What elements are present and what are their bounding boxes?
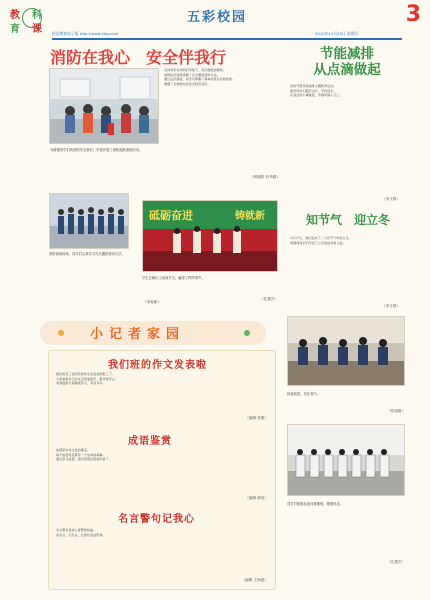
students-line-illustration bbox=[50, 194, 129, 249]
sub1-paragraph: 大家看到自己的文章变成铅字，都非常开心。 bbox=[56, 376, 118, 381]
right-photo-2-illustration bbox=[288, 425, 405, 496]
sub2-paragraph: 通过学习成语，我们的语言更加丰富了。 bbox=[56, 457, 112, 461]
school-logo bbox=[8, 6, 50, 34]
article1-paragraph: 增强了全校师生的安全防范意识。 bbox=[164, 81, 211, 86]
masthead-title: 五彩校园 bbox=[187, 10, 248, 25]
fire-drill-caption: 为增强同学们的消防安全意识，学校开展了消防疏散演练活动。 bbox=[50, 148, 143, 152]
sub3-paragraph: 读名言、记名言，让我们受益终身。 bbox=[56, 532, 106, 537]
right-photo-1-sign: （张旭艳） bbox=[387, 409, 405, 413]
article2-title-line2: 从点滴做起 bbox=[313, 62, 381, 78]
article2-paragraph: 从身边的小事做起，争做环保小卫士。 bbox=[290, 93, 343, 97]
students-photo-sign: （李寿新） bbox=[143, 300, 161, 304]
logo-char: 教 bbox=[10, 10, 20, 21]
sub2-sign: （编辑 薛延） bbox=[245, 496, 268, 500]
stage-banner-text: 砥砺奋进 bbox=[149, 209, 193, 222]
students-photo-caption: 消防演练现场，同学们认真学习灭火器的使用方法。 bbox=[49, 252, 125, 256]
stage-photo bbox=[142, 200, 278, 272]
section-banner-title: 小记者家园 bbox=[90, 327, 186, 342]
article2-body bbox=[290, 84, 400, 98]
article2-title bbox=[292, 46, 402, 78]
article3-sign: （李文琪） bbox=[382, 304, 400, 308]
article3-paragraph: 11月7日，我们迎来了二十四节气中的立冬。 bbox=[290, 236, 352, 240]
article1-title: 消防在我心 安全伴我行 bbox=[50, 48, 227, 67]
right-photo-1 bbox=[287, 316, 405, 386]
stage-illustration bbox=[143, 201, 278, 272]
right-photo-2-caption: 同学们积极参加体育锻炼，增强体质。 bbox=[287, 502, 344, 506]
stage-photo-sign: （孔慧芳） bbox=[260, 297, 278, 301]
article1-paragraph: 全体同学在老师的带领下，有序疏散到操场。 bbox=[164, 68, 226, 72]
page-number: 3 bbox=[405, 2, 421, 27]
article2-title-line1: 节能减排 bbox=[320, 46, 374, 62]
sub1-title: 我们班的作文发表啦 bbox=[108, 360, 207, 371]
logo-char: 育 bbox=[10, 24, 20, 35]
sub2-paragraph: 每个成语背后都有一个生动的故事。 bbox=[56, 452, 106, 457]
fire-drill-photo bbox=[49, 68, 159, 144]
sub1-body bbox=[56, 372, 268, 386]
sub1-sign: （编辑 李燕） bbox=[245, 416, 268, 420]
logo-char: 课 bbox=[32, 24, 42, 35]
article2-paragraph: 倡导同学们随手关灯、节约用水。 bbox=[290, 88, 337, 93]
article1-paragraph: 通过这次演练，同学们掌握了基本的逃生自救技能。 bbox=[164, 77, 236, 81]
sub1-paragraph: 我们班有三位同学的作文发表在校报上了。 bbox=[56, 372, 115, 376]
logo-char: 科 bbox=[32, 10, 42, 21]
decor-dot-icon bbox=[58, 330, 64, 336]
sub2-body bbox=[56, 448, 268, 462]
article2-sign: （李文琪） bbox=[382, 197, 400, 201]
section-frame bbox=[48, 350, 276, 590]
article3-title: 知节气 迎立冬 bbox=[305, 213, 390, 227]
header-divider bbox=[52, 38, 402, 40]
article1-body bbox=[164, 68, 280, 86]
sub3-paragraph: 名言警句是前人智慧的结晶。 bbox=[56, 528, 97, 532]
sub3-body bbox=[56, 528, 268, 537]
stage-photo-caption: 学生在舞台上表演节目，赢得了阵阵掌声。 bbox=[142, 276, 205, 280]
stage-banner-text-right: 铸就新 bbox=[235, 211, 265, 222]
page-header bbox=[0, 0, 430, 42]
fire-drill-photo-illustration bbox=[50, 69, 159, 144]
article2-paragraph: 学校开展节能减排主题教育活动。 bbox=[290, 84, 337, 88]
sub3-sign: （编辑 王海燕） bbox=[241, 578, 268, 582]
header-subtitle: 科达教育电子报 http://www.kdjy.com bbox=[52, 31, 119, 36]
article1-paragraph: 消防队员现场讲解了灭火器的使用方法。 bbox=[164, 72, 220, 77]
decor-dot-icon bbox=[244, 330, 250, 336]
sub3-title: 名言警句记我心 bbox=[118, 514, 195, 525]
article3-body bbox=[290, 236, 400, 245]
header-date: 2012年11月25日 星期日 bbox=[315, 31, 359, 36]
sub1-paragraph: 老师鼓励大家继续努力，多读多写。 bbox=[56, 381, 106, 385]
students-line-photo bbox=[49, 193, 129, 249]
sub2-paragraph: 成语是中华文化的瑰宝。 bbox=[56, 448, 91, 452]
right-photo-1-caption: 和谐校园，乐在其中。 bbox=[287, 392, 320, 396]
right-photo-1-illustration bbox=[288, 317, 405, 386]
sub2-title: 成语鉴赏 bbox=[128, 436, 172, 447]
right-photo-2-sign: （孔慧芳） bbox=[387, 560, 405, 564]
right-photo-2 bbox=[287, 424, 405, 496]
article1-sign: （薛晓阳 肖华娟） bbox=[250, 175, 280, 179]
article3-paragraph: 老师向同学们介绍了立冬的由来和习俗。 bbox=[290, 240, 346, 245]
